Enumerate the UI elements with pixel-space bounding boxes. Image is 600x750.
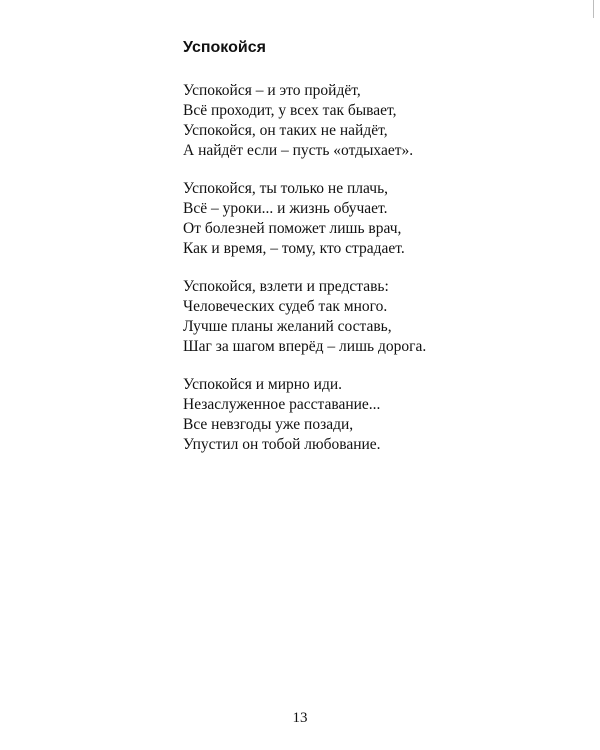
page-number: 13: [292, 710, 308, 726]
poem-line: Успокойся, он таких не найдёт,: [183, 122, 388, 139]
stanza-4: [183, 375, 563, 455]
poem-title: Успокойся: [183, 39, 266, 56]
page-edge-mark: [593, 0, 594, 18]
poem-line: Упустил он тобой любование.: [183, 436, 381, 453]
stanza-3: [183, 277, 563, 357]
poem-line: Успокойся и мирно иди.: [183, 376, 343, 393]
poem-line: Успокойся – и это пройдёт,: [183, 82, 361, 99]
poem-body: [183, 81, 563, 473]
poem-line: Незаслуженное расставание...: [183, 396, 381, 413]
poem-line: Успокойся, взлети и представь:: [183, 278, 389, 295]
poem-line: Всё проходит, у всех так бывает,: [183, 102, 397, 119]
poem-line: Всё – уроки... и жизнь обучает.: [183, 200, 388, 217]
stanza-2: [183, 179, 563, 259]
poem-line: Как и время, – тому, кто страдает.: [183, 240, 405, 257]
poem-line: А найдёт если – пусть «отдыхает».: [183, 142, 414, 159]
poem-line: Лучше планы желаний составь,: [183, 318, 392, 335]
poem-line: От болезней поможет лишь врач,: [183, 220, 402, 237]
poem-line: Все невзгоды уже позади,: [183, 416, 354, 433]
stanza-1: [183, 81, 563, 161]
poem-line: Шаг за шагом вперёд – лишь дорога.: [183, 338, 427, 355]
poem-line: Человеческих судеб так много.: [183, 298, 388, 315]
poem-line: Успокойся, ты только не плачь,: [183, 180, 389, 197]
